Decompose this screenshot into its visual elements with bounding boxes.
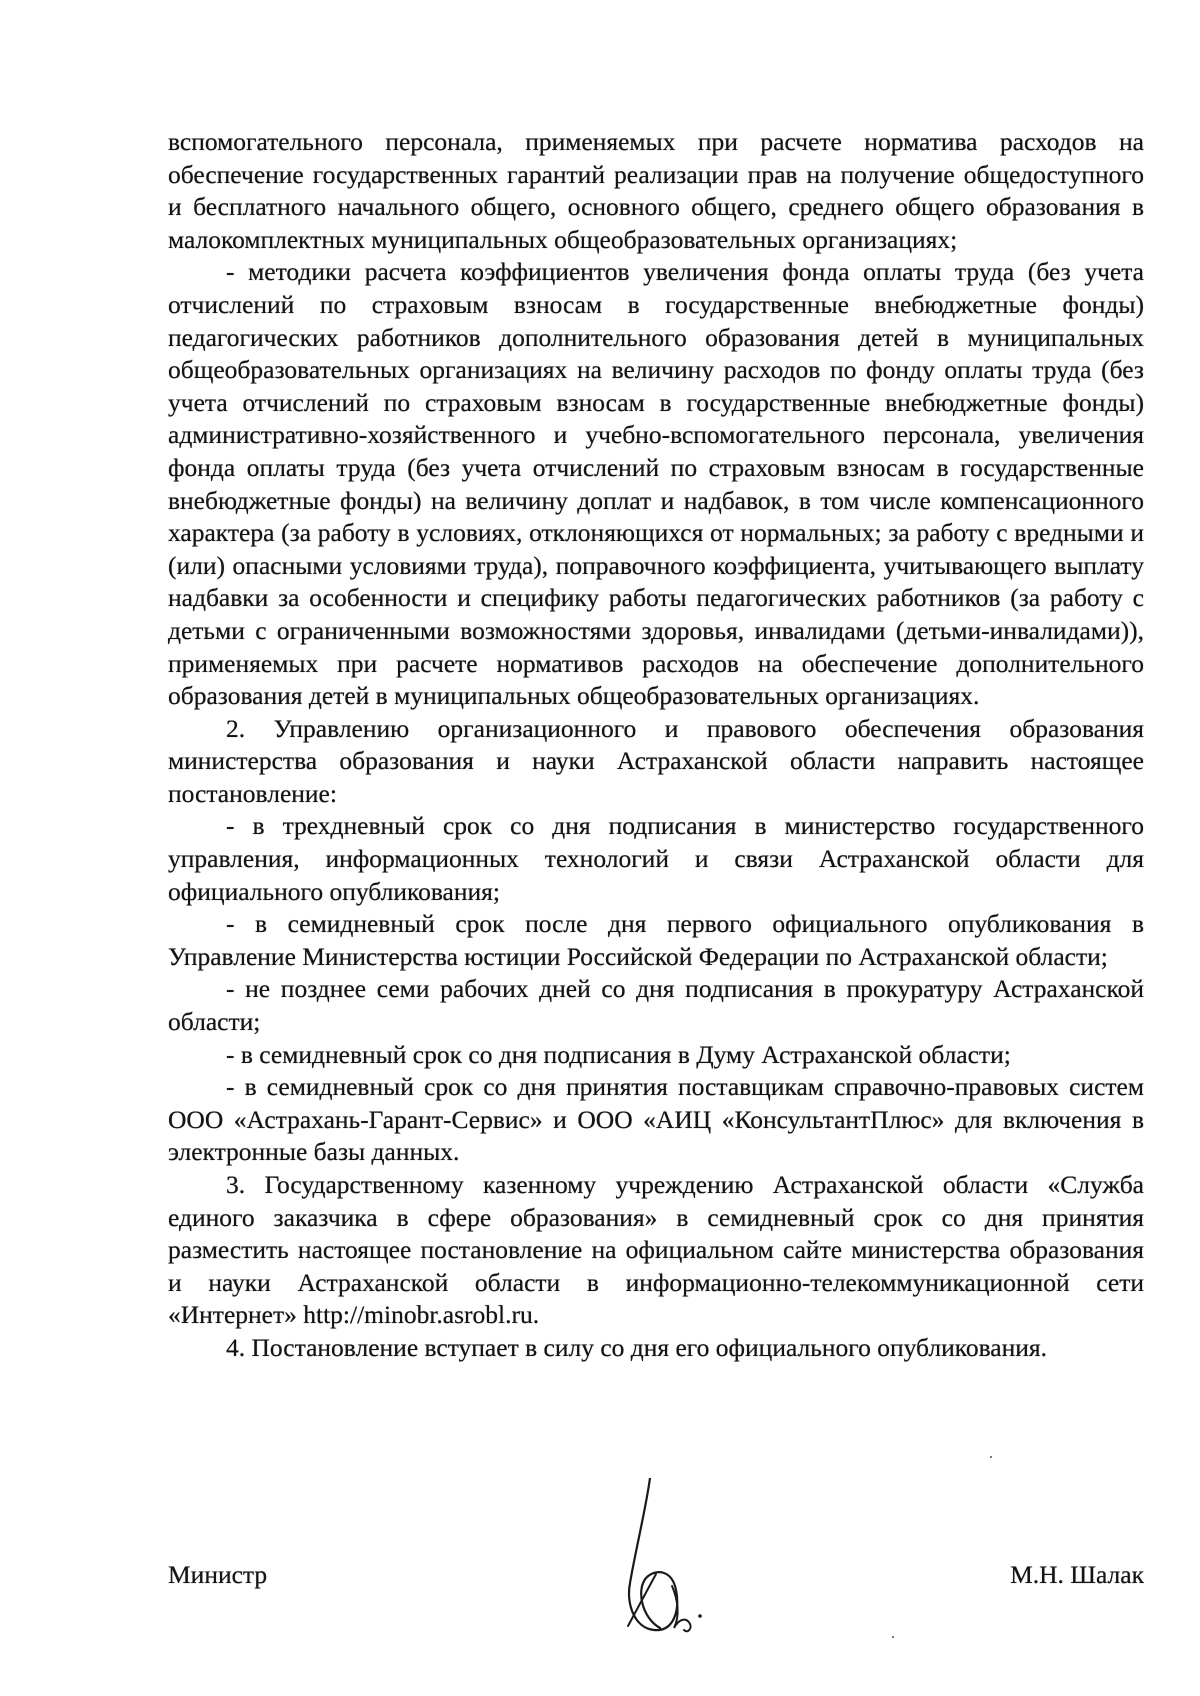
paragraph-coefficients-methodology: - методики расчета коэффициентов увеличения фонда оплаты труда (без учета отчислений по страховым взносам в государственные внебюджетные фонды) педагогических работников дополнительного образования детей в муниципальных общеобразовательных организациях на величину расходов по фонду оплаты труда (без учета отчислений по страховым взносам в государственные внебюджетные фонды) административно-хозяйственного и учебно-вспомогательного персонала, увеличения фонда оплаты труда (без учета отчислений по страховым взносам в государственные внебюджетные фонды) на величину доплат и надбавок, в том числе компенсационного характера (за работу в условиях, отклоняющихся от нормальных; за работу с вредными и (или) опасными условиями труда), поправочного коэффициента, учитывающего выплату надбавки за особенности и специфику работы педагогических работников (за работу с детьми с ограниченными возможностями здоровья, инвалидами (детьми-инвалидами)), применяемых при расчете нормативов расходов на обеспечение дополнительного образования детей в муниципальных общеобразовательных организациях. [168, 257, 1144, 711]
paragraph-item-2: 2. Управлению организационного и правового обеспечения образования министерства образования и науки Астраханской области направить настоящее постановление: [168, 713, 1144, 808]
position-title: Министр [168, 1560, 268, 1589]
document-body [168, 126, 1144, 1365]
signatory-name: М.Н. Шалак [1010, 1560, 1144, 1589]
paragraph-methodology-continuation: вспомогательного персонала, применяемых при расчете норматива расходов на обеспечение государственных гарантий реализации прав на получение общедоступного и бесплатного начального общего, основного общего, среднего общего образования в малокомплектных муниципальных общеобразовательных организациях; [168, 127, 1144, 254]
paragraph-item-3: 3. Государственному казенному учреждению Астраханской области «Служба единого заказчика в сфере образования» в семидневный срок со дня принятия разместить настоящее постановление на официальном сайте министерства образования и науки Астраханской области в информационно-телекоммуникационной сети «Интернет» http://minobr.asrobl.ru. [168, 1170, 1144, 1330]
scan-speck [892, 1636, 894, 1638]
paragraph-item-2-sub-1: - в трехдневный срок со дня подписания в министерство государственного управления, информационных технологий и связи Астраханской области для официального опубликования; [168, 811, 1144, 906]
paragraph-item-2-sub-5: - в семидневный срок со дня принятия поставщикам справочно-правовых систем ООО «Астрахань-Гарант-Сервис» и ООО «АИЦ «КонсультантПлюс» для включения в электронные базы данных. [168, 1072, 1144, 1167]
paragraph-item-4: 4. Постановление вступает в силу со дня его официального опубликования. [226, 1332, 1047, 1362]
paragraph-item-2-sub-2: - в семидневный срок после дня первого официального опубликования в Управление Министерства юстиции Российской Федерации по Астраханской области; [168, 909, 1144, 971]
paragraph-item-2-sub-4: - в семидневный срок со дня подписания в Думу Астраханской области; [226, 1039, 1011, 1069]
signature-row [168, 1560, 1144, 1600]
scan-speck [990, 1456, 992, 1458]
paragraph-item-2-sub-3: - не позднее семи рабочих дней со дня подписания в прокуратуру Астраханской области; [168, 974, 1144, 1037]
